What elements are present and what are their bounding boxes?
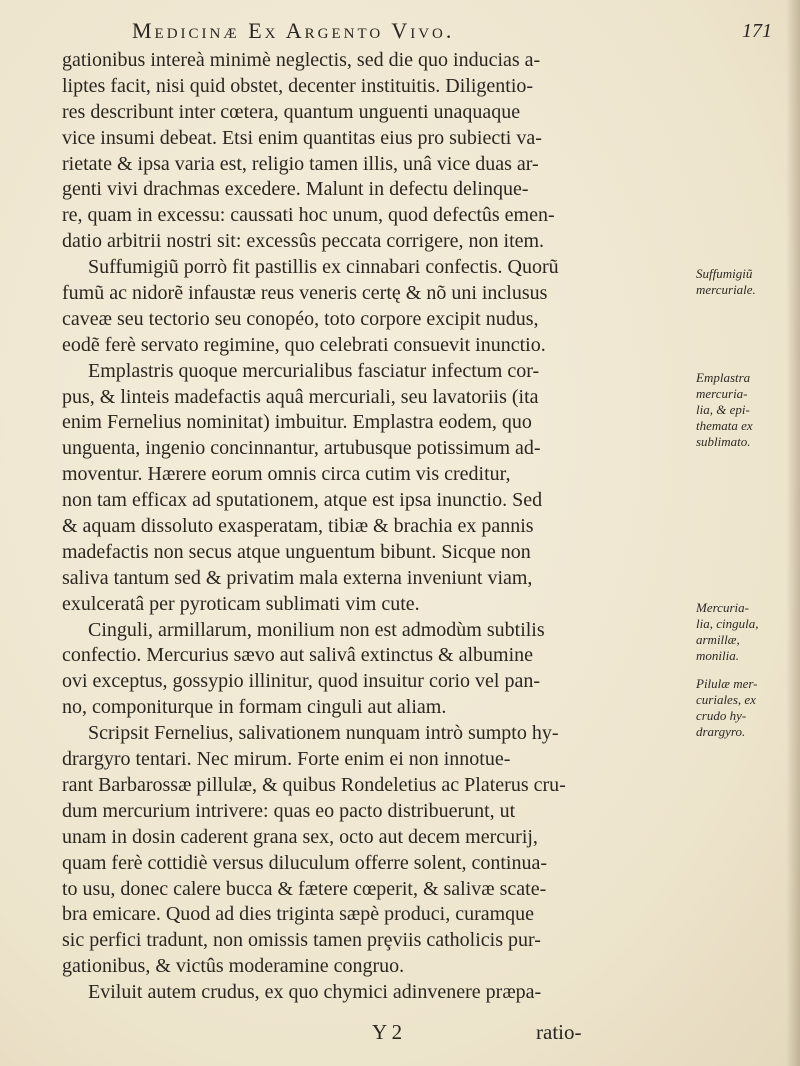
margin-note-line: Mercuria- bbox=[696, 600, 749, 615]
page-number: 171 bbox=[742, 20, 772, 42]
text-line: unguenta, ingenio concinnantur, artubusque potissimum ad- bbox=[62, 437, 541, 460]
text-line: exulceratâ per pyroticam sublimati vim cute. bbox=[62, 592, 420, 615]
text-line: saliva tantum sed & privatim mala externa inveniunt viam, bbox=[62, 566, 533, 589]
page-edge-shadow bbox=[786, 0, 800, 1066]
margin-note-line: mercuriale. bbox=[696, 282, 756, 297]
page-footer bbox=[0, 1020, 800, 1048]
text-line: Emplastris quoque mercurialibus fasciatur infectum cor- bbox=[88, 359, 540, 382]
margin-note bbox=[696, 266, 756, 298]
text-line: re, quam in excessu: caussati hoc unum, quod defectûs emen- bbox=[62, 204, 555, 227]
margin-note-line: crudo hy- bbox=[696, 708, 747, 723]
body-text bbox=[62, 48, 602, 1006]
margin-note-line: curiales, ex bbox=[696, 692, 756, 707]
text-line: sic perfici tradunt, non omissis tamen prȩviis catholicis pur- bbox=[62, 929, 541, 952]
running-title: Medicinæ Ex Argento Vivo. bbox=[132, 18, 455, 43]
text-line: unam in dosin caderent grana sex, octo aut decem mercurij, bbox=[62, 825, 538, 848]
text-line: dum mercurium intrivere: quas eo pacto distribuerunt, ut bbox=[62, 799, 516, 822]
text-line: enim Fernelius nominitat) imbuitur. Emplastra eodem, quo bbox=[62, 411, 532, 434]
margin-note-line: themata ex bbox=[696, 418, 753, 433]
text-line: gationibus intereà minimè neglectis, sed die quo inducias a- bbox=[62, 49, 541, 71]
text-line: Scripsit Fernelius, salivationem nunquam intrò sumpto hy- bbox=[88, 722, 559, 745]
margin-note-line: Pilulæ mer- bbox=[696, 676, 758, 691]
text-line: datio arbitrii nostri sit: excessûs peccata corrigere, non item. bbox=[62, 230, 545, 253]
text-line: vice insumi debeat. Etsi enim quantitas eius pro subiecti va- bbox=[62, 126, 542, 149]
text-line: no, componiturque in formam cinguli aut aliam. bbox=[62, 696, 447, 719]
margin-note-line: monilia. bbox=[696, 648, 739, 663]
margin-note-line: drargyro. bbox=[696, 724, 746, 739]
margin-note-line: lia, & epi- bbox=[696, 402, 750, 417]
text-line: res describunt inter cœtera, quantum unguenti unaquaque bbox=[62, 100, 521, 123]
text-line: gationibus, & victûs moderamine congruo. bbox=[62, 955, 405, 978]
margin-note-line: Suffumigiũ bbox=[696, 266, 753, 281]
text-line: bra emicare. Quod ad dies triginta sæpè produci, curamque bbox=[62, 903, 535, 926]
signature-mark: Y 2 bbox=[372, 1020, 403, 1044]
margin-note bbox=[696, 600, 758, 664]
text-line: rietate & ipsa varia est, religio tamen illis, unâ vice duas ar- bbox=[62, 152, 539, 175]
text-line: fumũ ac nidorẽ infaustæ reus veneris certę & nõ uni inclusus bbox=[62, 282, 548, 305]
text-line: moventur. Hærere eorum omnis circa cutim vis creditur, bbox=[62, 463, 511, 486]
text-line: non tam efficax ad sputationem, atque est ipsa inunctio. Sed bbox=[62, 489, 543, 512]
page-header bbox=[132, 14, 772, 46]
margin-note-line: sublimato. bbox=[696, 434, 751, 449]
text-line: & aquam dissoluto exasperatam, tibiæ & brachia ex pannis bbox=[62, 515, 534, 538]
text-line: Cinguli, armillarum, monilium non est admodùm subtilis bbox=[88, 618, 545, 641]
margin-note-line: armillæ, bbox=[696, 632, 740, 647]
text-line: genti vivi drachmas excedere. Malunt in defectu delinque- bbox=[62, 178, 529, 201]
margin-note-line: lia, cingula, bbox=[696, 616, 759, 631]
margin-note bbox=[696, 370, 753, 450]
margin-note-line: mercuria- bbox=[696, 386, 748, 401]
text-line: drargyro tentari. Nec mirum. Forte enim ei non innotue- bbox=[62, 748, 511, 771]
margin-note bbox=[696, 676, 757, 740]
text-line: confectio. Mercurius sævo aut salivâ extinctus & albumine bbox=[62, 644, 533, 667]
text-line: to usu, donec calere bucca & fætere cœperit, & salivæ scate- bbox=[62, 877, 547, 900]
text-line: quam ferè cottidiè versus diluculum offerre solent, continua- bbox=[62, 851, 548, 874]
text-line: Eviluit autem crudus, ex quo chymici adinvenere præpa- bbox=[88, 981, 542, 1004]
text-line: caveæ seu tectorio seu conopéo, toto corpore excipit nudus, bbox=[62, 307, 539, 330]
text-line: pus, & linteis madefactis aquâ mercuriali, seu lavatoriis (ita bbox=[62, 385, 539, 408]
text-line: madefactis non secus atque unguentum bibunt. Sicque non bbox=[62, 540, 531, 563]
text-line: Suffumigiũ porrò fit pastillis ex cinnabari confectis. Quorũ bbox=[88, 256, 559, 279]
text-line: rant Barbarossæ pillulæ, & quibus Rondeletius ac Platerus cru- bbox=[62, 773, 566, 796]
text-line: ovi exceptus, gossypio illinitur, quod insuitur corio vel pan- bbox=[62, 670, 541, 693]
text-line: eodẽ ferè servato regimine, quo celebrati consuevit inunctio. bbox=[62, 333, 546, 356]
catchword: ratio- bbox=[536, 1020, 582, 1044]
margin-note-line: Emplastra bbox=[696, 370, 751, 385]
text-line: liptes facit, nisi quid obstet, decenter instituitis. Diligentio- bbox=[62, 74, 534, 97]
